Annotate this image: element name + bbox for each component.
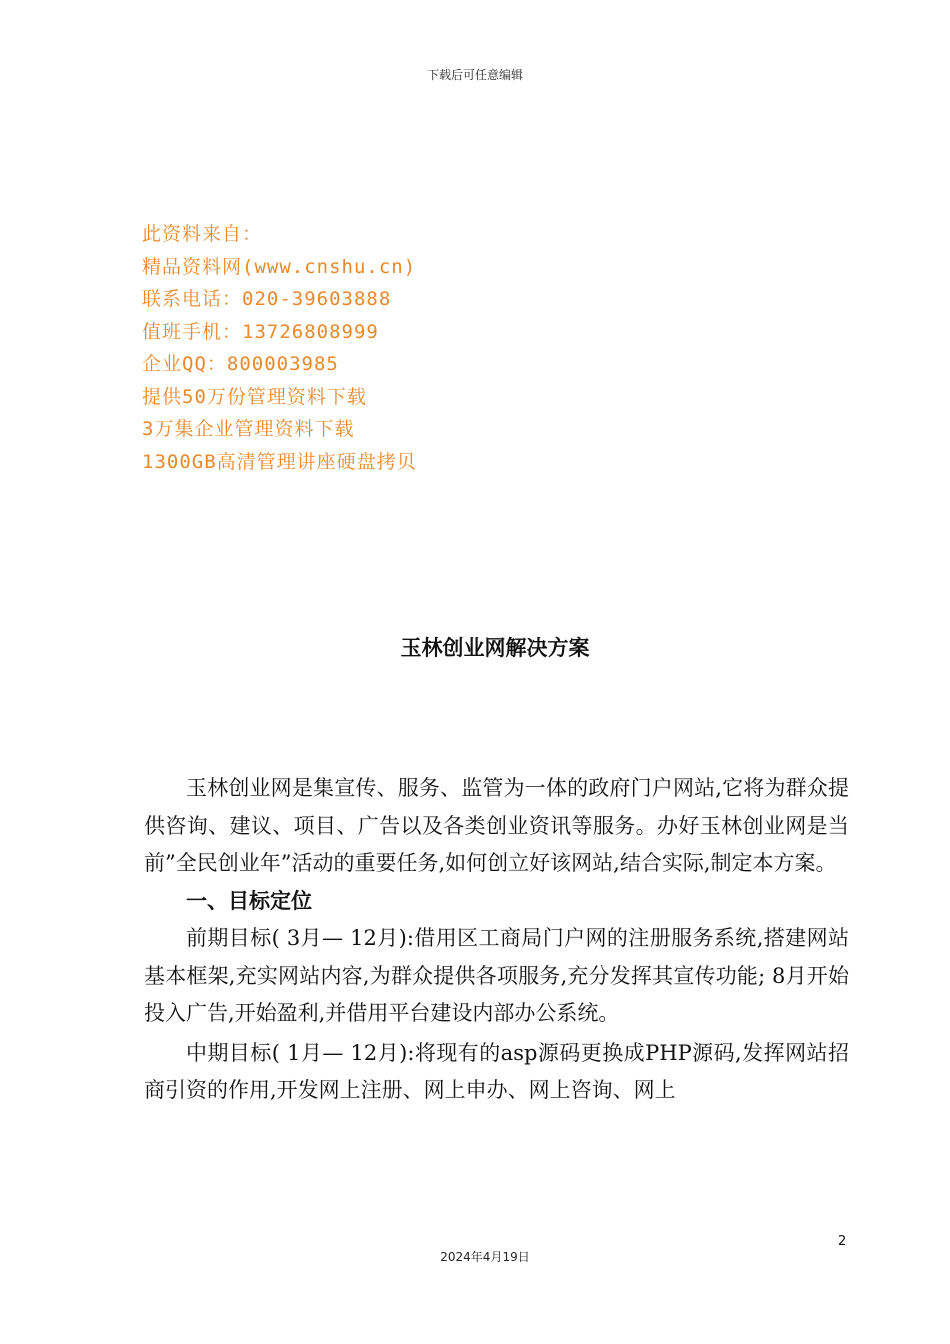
promo-line: 精品资料网(www.cnshu.cn) — [142, 255, 417, 278]
section-heading: 一、目标定位 — [186, 888, 312, 913]
body-paragraph: 玉林创业网是集宣传、服务、监管为一体的政府门户网站,它将为群众提供咨询、建议、项目、广告以及各类创业资讯等服务。办好玉林创业网是当前”全民创业年”活动的重要任务,如何创立好该网站,结合实际,制定本方案。 — [144, 776, 849, 875]
page-footer-date: 2024年4月19日 — [440, 1250, 530, 1264]
document-body — [144, 770, 849, 1110]
promo-line: 3万集企业管理资料下载 — [142, 418, 355, 440]
document-title: 玉林创业网解决方案 — [400, 636, 590, 660]
page-header: 下载后可任意编辑 — [426, 68, 523, 82]
promo-line: 联系电话：020-39603888 — [142, 288, 392, 310]
page-number: 2 — [838, 1234, 847, 1249]
body-paragraph: 前期目标( 3月— 12月):借用区工商局门户网的注册服务系统,搭建网站基本框架,充实网站内容,为群众提供各项服务,充分发挥其宣传功能; 8月开始投入广告,开始盈利,并借用平台建设内部办公系统。 — [144, 926, 849, 1025]
body-paragraph: 中期目标( 1月— 12月):将现有的asp源码更换成PHP源码,发挥网站招商引资的作用,开发网上注册、网上申办、网上咨询、网上 — [144, 1040, 849, 1102]
promo-line: 企业QQ：800003985 — [142, 353, 339, 375]
promo-block — [142, 218, 417, 478]
promo-line: 此资料来自： — [142, 223, 263, 245]
promo-line: 1300GB高清管理讲座硬盘拷贝 — [142, 450, 417, 473]
promo-line: 值班手机：13726808999 — [142, 320, 379, 343]
promo-line: 提供50万份管理资料下载 — [142, 385, 367, 408]
